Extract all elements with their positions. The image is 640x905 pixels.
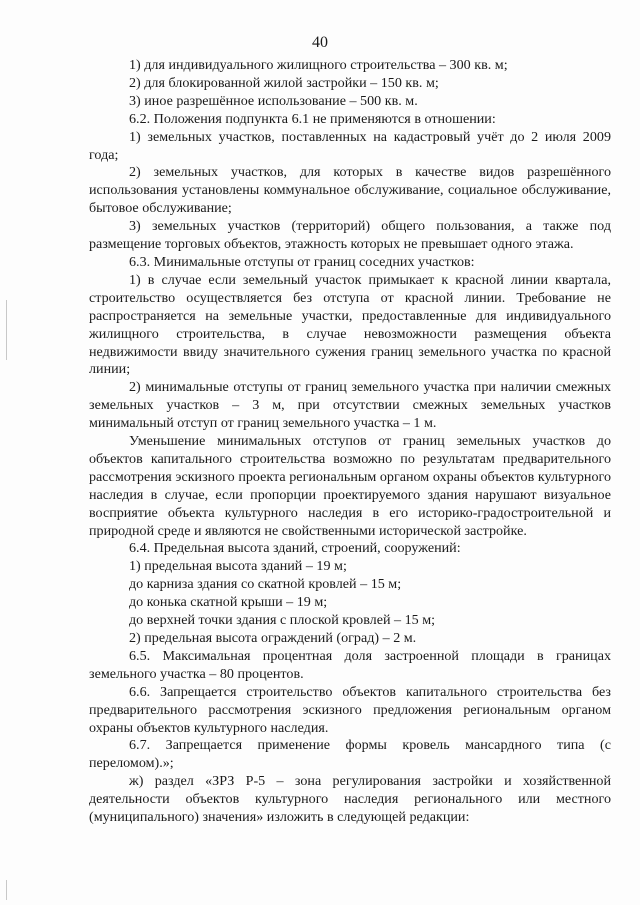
paragraph: до карниза здания со скатной кровлей – 15 м;: [129, 576, 402, 593]
paragraph: 2) земельных участков, для которых в качестве видов разрешённого использования установлены коммунальное обслуживание, социальное обслуживание, бытовое обслуживание;: [89, 164, 611, 217]
paragraph: 1) для индивидуального жилищного строительства – 300 кв. м;: [129, 57, 508, 73]
paragraph: 6.3. Минимальные отступы от границ соседних участков:: [129, 253, 475, 270]
paragraph: 2) для блокированной жилой застройки – 150 кв. м;: [129, 74, 439, 91]
paragraph: 6.2. Положения подпункта 6.1 не применяются в отношении:: [129, 110, 496, 127]
paragraph: 1) в случае если земельный участок примыкает к красной линии квартала, строительство осуществляется без отступа от красной линии. Требование не распространяется на земельные участки, предоставленные для индивидуального жилищного строительства, в случае невозможности размещения объекта недвижимости ввиду значительного сужения границ земельного участка по красной линии;: [89, 271, 611, 378]
paragraph: до конька скатной крыши – 19 м;: [129, 594, 328, 611]
paragraph: 2) минимальные отступы от границ земельного участка при наличии смежных земельных участков – 3 м, при отсутствии смежных земельных участков минимальный отступ от границ земельного участка – 1 м.: [89, 379, 611, 432]
scan-edge-mark: [6, 300, 7, 360]
scan-edge-mark: [6, 880, 7, 900]
paragraph: 1) земельных участков, поставленных на кадастровый учёт до 2 июля 2009 года;: [89, 128, 611, 163]
paragraph: Уменьшение минимальных отступов от границ земельных участков до объектов капитального строительства возможно по результатам предварительного рассмотрения эскизного проекта региональным органом охраны объектов культурного наследия в случае, если пропорции проектируемого здания нарушают визуальное восприятие объекта культурного наследия в его историко-градостроительной и природной среде и являются не свойственными исторической застройке.: [89, 433, 611, 539]
paragraph: 2) предельная высота ограждений (оград) – 2 м.: [129, 630, 417, 646]
paragraph: 6.6. Запрещается строительство объектов капитального строительства без предварительного рассмотрения эскизного предложения региональным органом охраны объектов культурного наследия.: [89, 683, 611, 736]
paragraph: 3) иное разрешённое использование – 500 кв. м.: [129, 92, 418, 109]
paragraph: 1) предельная высота зданий – 19 м;: [129, 558, 347, 575]
paragraph: 6.5. Максимальная процентная доля застроенной площади в границах земельного участка – 80 процентов.: [89, 647, 611, 682]
paragraph: ж) раздел «ЗРЗ Р-5 – зона регулирования застройки и хозяйственной деятельности объектов культурного наследия регионального или местного (муниципального) значения» изложить в следующей редакции:: [89, 773, 611, 826]
paragraph: до верхней точки здания с плоской кровлей – 15 м;: [129, 612, 436, 629]
page-number: 40: [312, 34, 328, 51]
paragraph: 6.4. Предельная высота зданий, строений, сооружений:: [129, 540, 461, 557]
paragraph: 3) земельных участков (территорий) общего пользования, а также под размещение торговых объектов, этажность которых не превышает одного этажа.: [89, 218, 611, 253]
document-body: [89, 57, 611, 827]
paragraph: 6.7. Запрещается применение формы кровель мансардного типа (с переломом).»;: [89, 737, 611, 772]
